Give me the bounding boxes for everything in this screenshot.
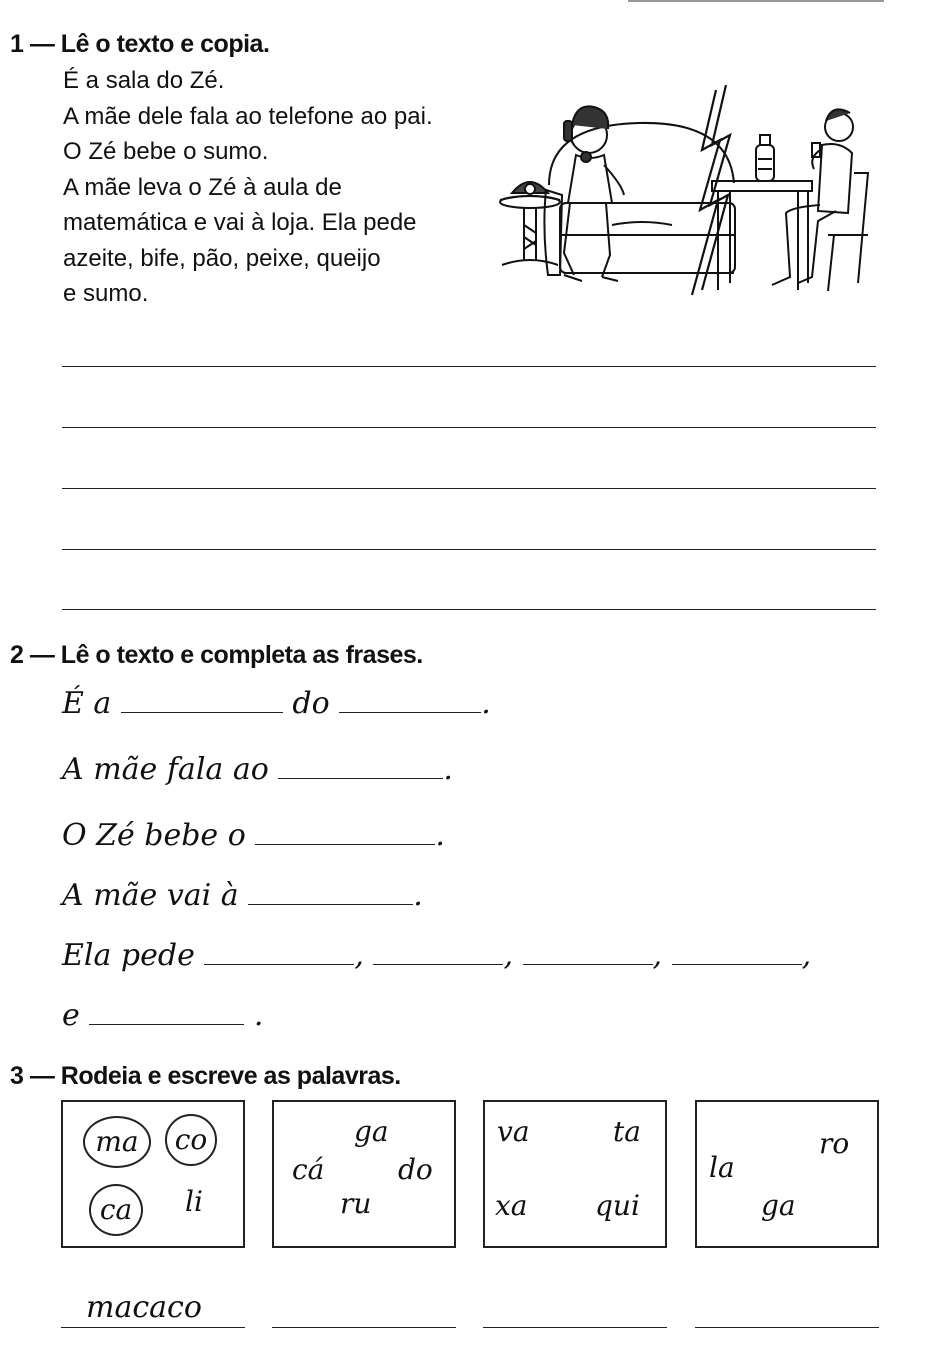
circled-syllable[interactable]: ma bbox=[83, 1116, 151, 1168]
syllable[interactable]: ga bbox=[761, 1189, 796, 1222]
answer-line-4[interactable] bbox=[695, 1327, 879, 1328]
syllable[interactable]: ro bbox=[819, 1127, 850, 1160]
passage-line: É a sala do Zé. bbox=[63, 67, 225, 94]
circled-syllable[interactable]: co bbox=[165, 1114, 217, 1166]
passage-line: azeite, bife, pão, peixe, queijo bbox=[63, 244, 381, 272]
sentence-1-part-a: É a bbox=[62, 686, 112, 721]
blank-5[interactable] bbox=[248, 880, 413, 905]
syllable-box-3 bbox=[483, 1100, 667, 1248]
writing-line-2[interactable] bbox=[62, 427, 876, 428]
sentence-3: O Zé bebe o . bbox=[62, 818, 445, 853]
sentence-5: Ela pede , , , , bbox=[62, 938, 812, 973]
sentence-2: A mãe fala ao . bbox=[62, 752, 453, 787]
blank-6[interactable] bbox=[204, 940, 354, 965]
sentence-6: e . bbox=[62, 998, 264, 1033]
answer-line-3[interactable] bbox=[483, 1327, 667, 1328]
blank-1[interactable] bbox=[121, 688, 283, 713]
writing-line-1[interactable] bbox=[62, 366, 876, 367]
exercise-3-heading: 3 — Rodeia e escreve as palavras. bbox=[10, 1062, 401, 1090]
syllable[interactable]: va bbox=[497, 1115, 530, 1148]
syllable[interactable]: ga bbox=[354, 1115, 389, 1148]
writing-line-5[interactable] bbox=[62, 609, 876, 610]
blank-10[interactable] bbox=[89, 1000, 244, 1025]
blank-7[interactable] bbox=[373, 940, 503, 965]
blank-8[interactable] bbox=[523, 940, 653, 965]
sentence-4: A mãe vai à . bbox=[62, 878, 423, 913]
syllable[interactable]: qui bbox=[595, 1189, 640, 1222]
syllable[interactable]: la bbox=[709, 1151, 735, 1184]
writing-line-4[interactable] bbox=[62, 549, 876, 550]
exercise-1-heading: 1 — Lê o texto e copia. bbox=[10, 30, 270, 58]
example-answer: macaco bbox=[86, 1290, 202, 1325]
syllable-box-1 bbox=[61, 1100, 245, 1248]
answer-line-1[interactable] bbox=[61, 1327, 245, 1328]
passage-line: A mãe dele fala ao telefone ao pai. bbox=[63, 102, 433, 130]
syllable-box-4 bbox=[695, 1100, 879, 1248]
blank-3[interactable] bbox=[278, 754, 443, 779]
syllable[interactable]: cá bbox=[292, 1153, 325, 1186]
answer-line-2[interactable] bbox=[272, 1327, 456, 1328]
sentence-1-part-b: do bbox=[292, 686, 330, 721]
exercise-1-passage bbox=[63, 63, 433, 312]
sentence-6-text: e bbox=[62, 998, 80, 1033]
writing-line-3[interactable] bbox=[62, 488, 876, 489]
exercise-2-heading: 2 — Lê o texto e completa as frases. bbox=[10, 641, 423, 669]
sentence-2-text: A mãe fala ao bbox=[62, 752, 269, 787]
passage-line: matemática e vai à loja. Ela pede bbox=[63, 209, 417, 236]
passage-line: O Zé bebe o sumo. bbox=[63, 138, 269, 165]
living-room-illustration bbox=[494, 85, 874, 300]
sentence-4-text: A mãe vai à bbox=[62, 878, 239, 913]
blank-2[interactable] bbox=[339, 688, 481, 713]
blank-9[interactable] bbox=[672, 940, 802, 965]
sentence-5-text: Ela pede bbox=[62, 938, 195, 973]
top-rule bbox=[628, 0, 884, 2]
syllable[interactable]: li bbox=[185, 1185, 203, 1218]
blank-4[interactable] bbox=[255, 820, 435, 845]
sentence-1: É a do . bbox=[62, 686, 491, 721]
syllable[interactable]: xa bbox=[495, 1189, 528, 1222]
syllable[interactable]: ta bbox=[613, 1115, 641, 1148]
syllable[interactable]: do bbox=[398, 1153, 433, 1186]
syllable-box-2 bbox=[272, 1100, 456, 1248]
sentence-3-text: O Zé bebe o bbox=[62, 818, 246, 853]
passage-line: e sumo. bbox=[63, 280, 149, 307]
circled-syllable[interactable]: ca bbox=[89, 1184, 143, 1236]
syllable[interactable]: ru bbox=[340, 1187, 372, 1220]
passage-line: A mãe leva o Zé à aula de bbox=[63, 173, 342, 201]
